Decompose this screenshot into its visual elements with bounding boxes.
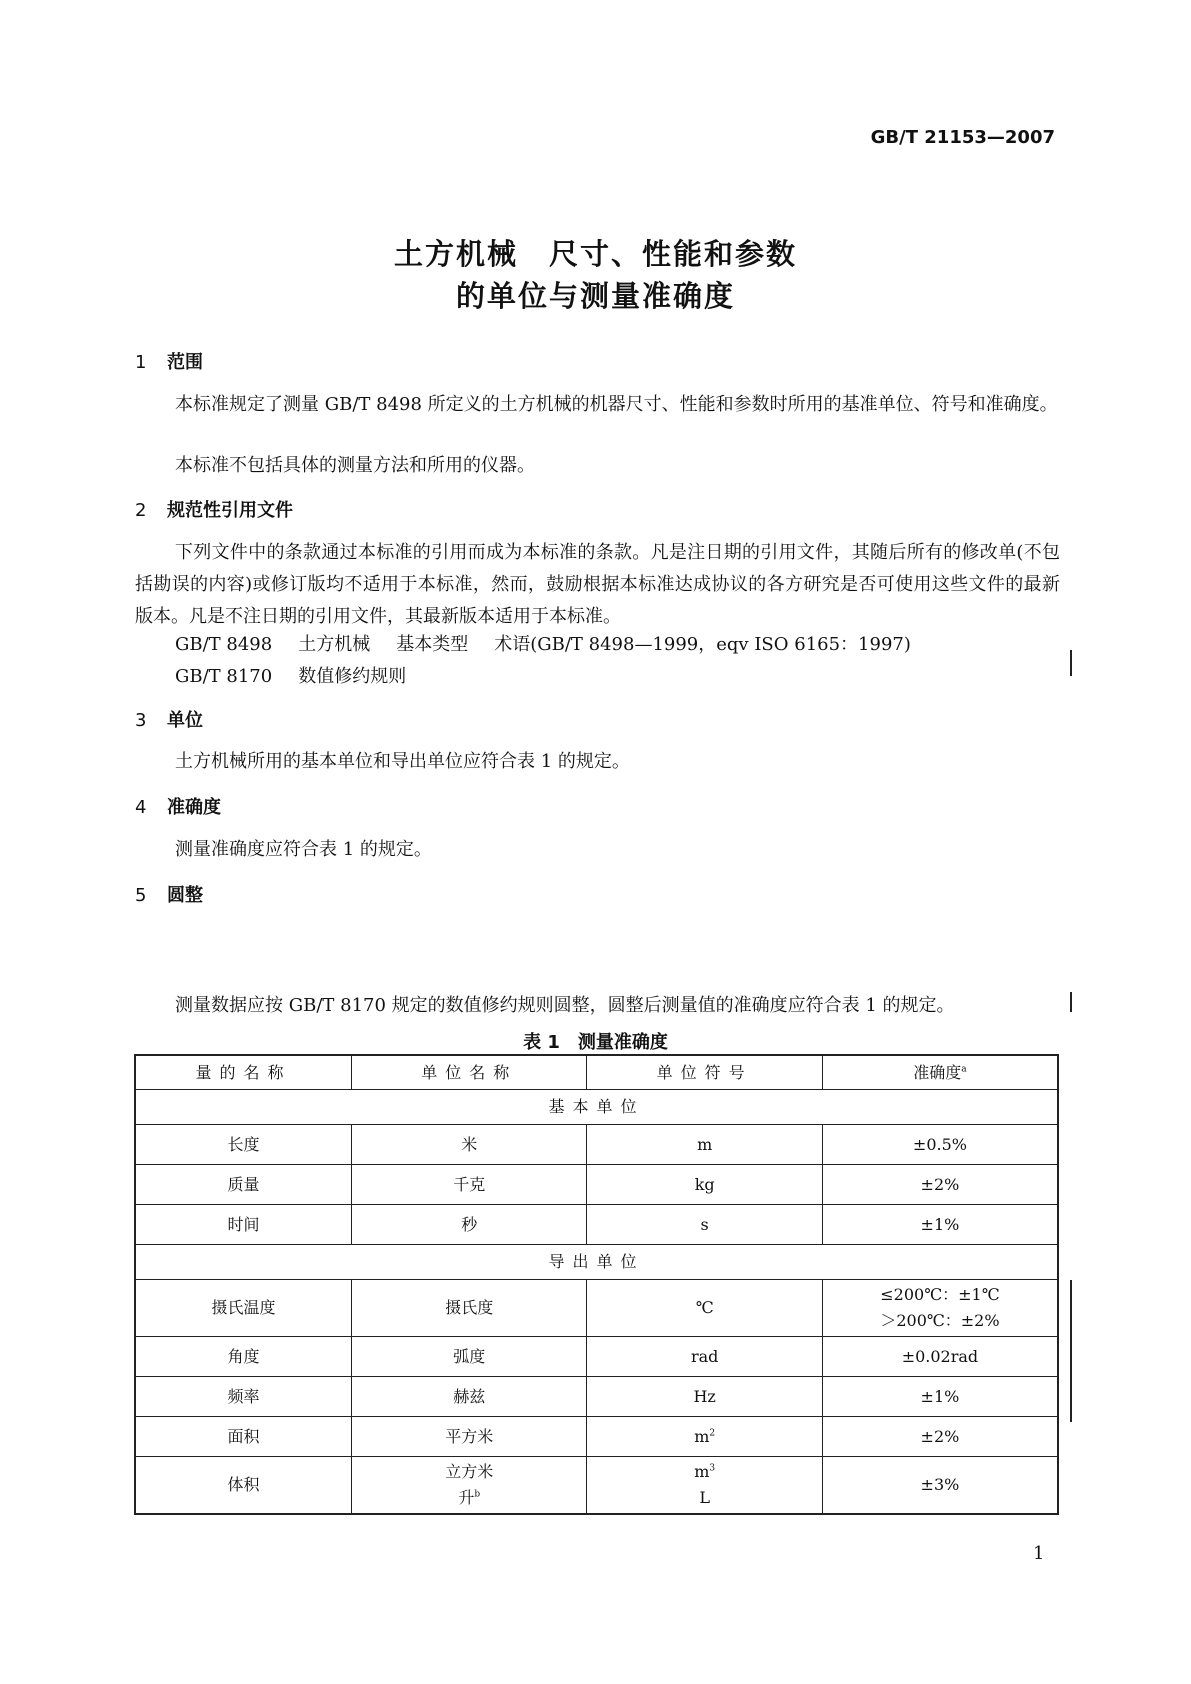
page-number: 1 — [1033, 1543, 1045, 1564]
cell-unit-name: 平方米 — [352, 1417, 587, 1457]
document-title-line-2: 的单位与测量准确度 — [455, 279, 735, 313]
symbol-exponent: 3 — [709, 1463, 716, 1474]
table-row — [135, 1205, 1058, 1245]
section-number: 4 — [135, 797, 147, 818]
cell-unit-name: 秒 — [352, 1205, 587, 1245]
section-number: 2 — [135, 500, 147, 521]
unit-name-line-2 — [352, 1485, 586, 1511]
cell-unit-name: 赫兹 — [352, 1377, 587, 1417]
reference-sub: 基本类型 — [396, 634, 469, 655]
cell-unit-name: 米 — [352, 1125, 587, 1165]
footnote-marker: b — [474, 1489, 481, 1500]
table-row — [135, 1417, 1058, 1457]
cell-accuracy: ±2% — [822, 1165, 1058, 1205]
table-row — [135, 1457, 1058, 1515]
section-title: 准确度 — [167, 797, 221, 818]
header-unit-symbol: 单位符号 — [587, 1055, 822, 1090]
cell-unit-name: 弧度 — [352, 1337, 587, 1377]
cell-symbol: s — [587, 1205, 822, 1245]
section-number: 1 — [135, 352, 147, 373]
symbol-base: m — [694, 1462, 710, 1481]
section-4-heading — [135, 793, 221, 819]
cell-quantity: 摄氏温度 — [135, 1280, 352, 1337]
accuracy-table — [134, 1054, 1059, 1515]
symbol-base: m — [694, 1426, 710, 1446]
header-accuracy — [822, 1055, 1058, 1090]
section-title: 规范性引用文件 — [167, 500, 293, 521]
table-header-row — [135, 1055, 1058, 1090]
table-group-row — [135, 1090, 1058, 1125]
cell-symbol: ℃ — [587, 1280, 822, 1337]
section-5-heading — [135, 881, 203, 907]
table-row — [135, 1165, 1058, 1205]
cell-quantity: 质量 — [135, 1165, 352, 1205]
section-number: 5 — [135, 885, 147, 906]
table-row — [135, 1377, 1058, 1417]
cell-accuracy: ±1% — [822, 1205, 1058, 1245]
cell-quantity: 频率 — [135, 1377, 352, 1417]
reference-name: 数值修约规则 — [298, 666, 407, 687]
accuracy-line-1: ≤200℃：±1℃ — [880, 1285, 1000, 1304]
section-title: 单位 — [167, 710, 203, 731]
header-quantity: 量的名称 — [135, 1055, 352, 1090]
reference-gbt-8170 — [175, 662, 432, 688]
table-caption: 表 1 测量准确度 — [523, 1032, 668, 1053]
cell-accuracy: ±3% — [822, 1457, 1058, 1515]
section-1-paragraph-2: 本标准不包括具体的测量方法和所用的仪器。 — [175, 455, 535, 476]
cell-quantity: 面积 — [135, 1417, 352, 1457]
cell-unit-name: 摄氏度 — [352, 1280, 587, 1337]
table-row — [135, 1125, 1058, 1165]
symbol-line-2: L — [699, 1488, 710, 1507]
cell-unit-name — [352, 1457, 587, 1515]
section-2-paragraph-1: 下列文件中的条款通过本标准的引用而成为本标准的条款。凡是注日期的引用文件，其随后所有的修改单(不包括勘误的内容)或修订版均不适用于本标准，然而，鼓励根据本标准达成协议的各方研究是否可使用这些文件的最新版本。凡是不注日期的引用文件，其最新版本适用于本标准。 — [135, 542, 1060, 627]
unit-name-line-1: 立方米 — [445, 1462, 494, 1481]
table-row — [135, 1280, 1058, 1337]
section-number: 3 — [135, 710, 147, 731]
symbol-line-1 — [587, 1459, 821, 1485]
cell-accuracy: ±1% — [822, 1377, 1058, 1417]
section-1-heading — [135, 348, 203, 374]
section-2-heading — [135, 496, 293, 522]
header-unit-name: 单位名称 — [352, 1055, 587, 1090]
reference-gbt-8498 — [175, 630, 937, 656]
cell-symbol: Hz — [587, 1377, 822, 1417]
section-3-heading — [135, 706, 203, 732]
cell-quantity: 体积 — [135, 1457, 352, 1515]
cell-accuracy: ±2% — [822, 1417, 1058, 1457]
cell-unit-name: 千克 — [352, 1165, 587, 1205]
symbol-exponent: 2 — [709, 1428, 716, 1439]
cell-accuracy — [822, 1280, 1058, 1337]
reference-code: GB/T 8498 — [175, 634, 273, 655]
cell-quantity: 长度 — [135, 1125, 352, 1165]
section-title: 圆整 — [167, 885, 203, 906]
document-title-line-1: 土方机械 尺寸、性能和参数 — [393, 237, 797, 271]
change-bar — [1070, 1280, 1072, 1422]
table-group-row — [135, 1245, 1058, 1280]
section-3-paragraph-1: 土方机械所用的基本单位和导出单位应符合表 1 的规定。 — [175, 751, 630, 772]
section-4-paragraph-1: 测量准确度应符合表 1 的规定。 — [175, 839, 432, 860]
standard-code: GB/T 21153—2007 — [870, 127, 1055, 148]
unit-name-liter: 升 — [458, 1488, 475, 1507]
footnote-marker: a — [961, 1064, 967, 1075]
cell-quantity: 角度 — [135, 1337, 352, 1377]
cell-symbol — [587, 1457, 822, 1515]
cell-quantity: 时间 — [135, 1205, 352, 1245]
section-1-paragraph-1: 本标准规定了测量 GB/T 8498 所定义的土方机械的机器尺寸、性能和参数时所用的基准单位、符号和准确度。 — [175, 394, 1058, 415]
change-bar — [1070, 992, 1072, 1012]
section-title: 范围 — [167, 352, 203, 373]
reference-code: GB/T 8170 — [175, 666, 273, 687]
cell-symbol — [587, 1417, 822, 1457]
change-bar — [1070, 650, 1072, 676]
accuracy-line-2: ＞200℃：±2% — [880, 1311, 1000, 1330]
header-accuracy-label: 准确度 — [913, 1062, 962, 1082]
reference-name: 土方机械 — [298, 634, 371, 655]
cell-accuracy: ±0.5% — [822, 1125, 1058, 1165]
table-row — [135, 1337, 1058, 1377]
cell-symbol: rad — [587, 1337, 822, 1377]
group-base-units: 基本单位 — [135, 1090, 1058, 1125]
reference-desc: 术语(GB/T 8498—1999，eqv ISO 6165：1997) — [494, 634, 911, 655]
group-derived-units: 导出单位 — [135, 1245, 1058, 1280]
section-5-paragraph-1: 测量数据应按 GB/T 8170 规定的数值修约规则圆整，圆整后测量值的准确度应符合表 1 的规定。 — [175, 995, 955, 1016]
cell-symbol: m — [587, 1125, 822, 1165]
cell-accuracy: ±0.02rad — [822, 1337, 1058, 1377]
cell-symbol: kg — [587, 1165, 822, 1205]
